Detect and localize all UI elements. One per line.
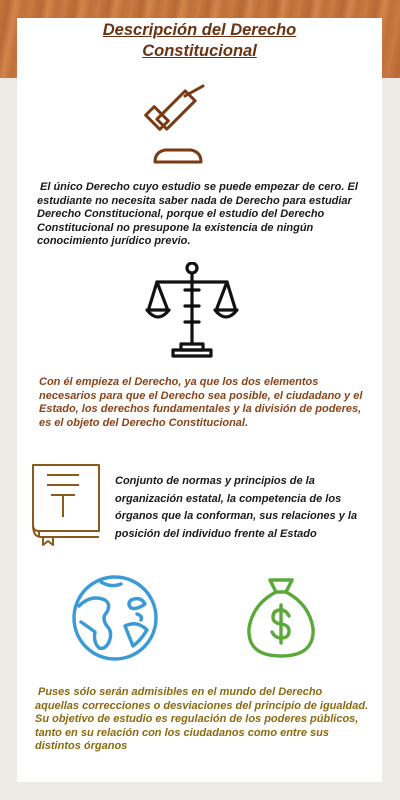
title-line-2: Constitucional (142, 42, 257, 60)
globe-icon (71, 574, 159, 662)
section-4-text: Puses sólo serán admisibles en el mundo del Derecho aquellas correcciones o desviaciones del principio de igualdad. Su objetivo de estudio es regulación de los poderes públicos, tanto en su relación con los ciudadanos como entre sus distintos órganos (35, 686, 369, 753)
title-line-1: Descripción del Derecho (102, 21, 297, 39)
page-title (17, 20, 382, 62)
gavel-icon (141, 82, 211, 164)
section-1-text: El único Derecho cuyo estudio se puede empezar de cero. El estudiante no necesita saber nada de Derecho para estudiar Derecho Constitucional, porque el estudio del Derecho Constitucional no presupone la existencia de ningún conocimiento jurídico previo. (37, 181, 358, 248)
infographic-card (17, 18, 382, 782)
section-3-text: Conjunto de normas y principios de la organización estatal, la competencia de los órganos que la conforman, sus relaciones y la posición del individuo frente al Estado (115, 475, 358, 540)
money-bag-icon (243, 576, 319, 660)
scales-of-justice-icon (145, 262, 241, 360)
book-icon (29, 461, 103, 547)
section-2-text: Con él empieza el Derecho, ya que los dos elementos necesarios para que el Derecho sea posible, el ciudadano y el Estado, los derechos fundamentales y la división de poderes, es el objeto del Derecho Constitucional. (39, 376, 363, 429)
